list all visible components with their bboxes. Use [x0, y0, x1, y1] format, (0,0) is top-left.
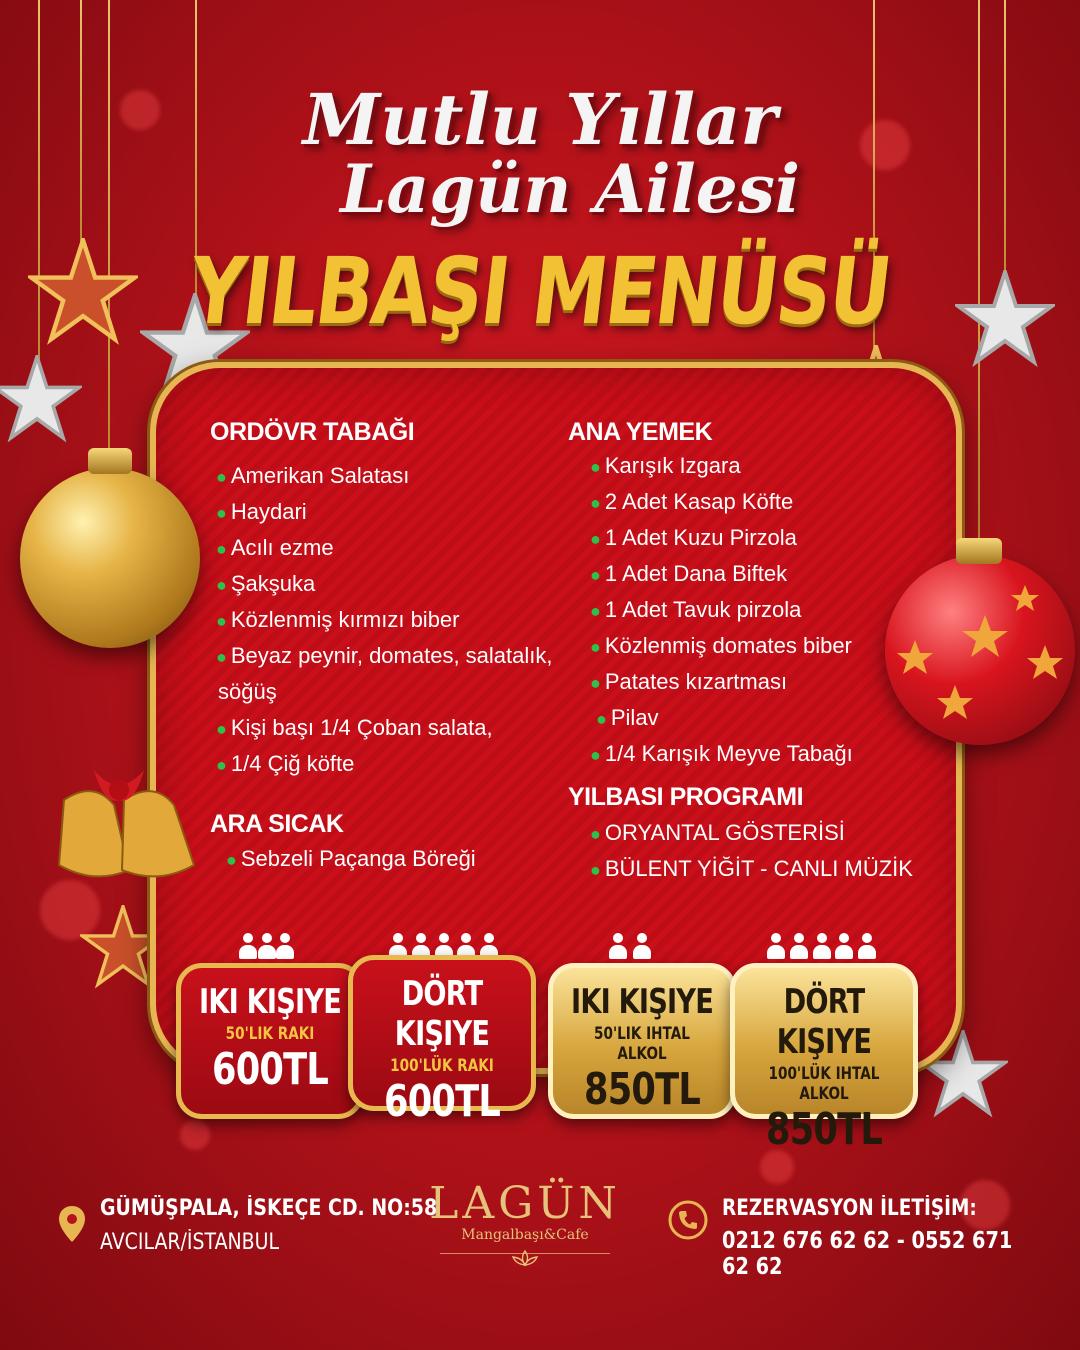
list-item: ● Patates kızartması — [590, 669, 788, 694]
list-item: ● 2 Adet Kasap Köfte — [590, 489, 794, 514]
two-person-icon — [238, 933, 290, 963]
list-item: ● Beyaz peynir, domates, salatalık, — [216, 643, 553, 668]
person-icon — [632, 933, 652, 961]
package-people: IKI KIŞIYE — [571, 982, 713, 1022]
list-item: ● ORYANTAL GÖSTERİSİ — [590, 820, 845, 845]
person-icon — [238, 933, 253, 961]
logo-subtitle: Mangalbaşı&Cafe — [461, 1227, 589, 1243]
section-title-program: YILBASI PROGRAMI — [568, 783, 804, 811]
list-item: ● 1 Adet Dana Biftek — [590, 561, 788, 586]
package-badge — [176, 963, 364, 1119]
list-item: ● 1 Adet Tavuk pirzola — [590, 597, 802, 622]
contact-phones: 0212 676 62 62 - 0552 671 62 62 — [722, 1228, 1013, 1280]
menu-main-title: YILBAŞI MENÜSÜ — [184, 238, 896, 345]
list-item: ● Sebzeli Paçanga Böreği — [226, 846, 476, 871]
package-badge — [730, 963, 918, 1155]
package-price: 600TL — [384, 1076, 500, 1127]
silver-star-ornament — [0, 355, 82, 445]
list-item: ● Közlenmiş kırmızı biber — [216, 607, 460, 632]
list-item: ● Şakşuka — [216, 571, 316, 596]
four-person-icon — [766, 933, 876, 963]
logo-divider — [440, 1253, 610, 1254]
bells-decoration — [34, 760, 204, 890]
person-icon — [275, 933, 290, 961]
list-item: ● Kişi başı 1/4 Çoban salata, — [216, 715, 493, 740]
list-item: ● 1/4 Çiğ köfte — [216, 751, 355, 776]
package-badge — [348, 955, 536, 1127]
bokeh-light — [180, 1120, 210, 1150]
section-title-ana-yemek: ANA YEMEK — [568, 418, 713, 446]
section-title-ara-sicak: ARA SICAK — [210, 810, 344, 838]
package-drink: 100'LÜK IHTAL ALKOL — [768, 1064, 880, 1104]
list-item-continuation: söğüş — [218, 679, 277, 704]
person-icon — [608, 933, 628, 961]
list-item: ● Pilav — [596, 705, 659, 730]
logo — [420, 1178, 630, 1272]
list-item: ● Amerikan Salatası — [216, 463, 410, 488]
greeting-line-1: Mutlu Yıllar — [302, 78, 778, 161]
package-drink: 100'LÜK RAKI — [390, 1056, 494, 1076]
package-price: 850TL — [766, 1104, 882, 1155]
package-people: DÖRT KIŞIYE — [394, 974, 490, 1054]
list-item: ● BÜLENT YİĞİT - CANLI MÜZİK — [590, 856, 913, 881]
logo-name: LAGÜN — [429, 1178, 621, 1229]
contact-title: REZERVASYON İLETİŞİM: — [722, 1196, 977, 1221]
person-icon — [834, 933, 853, 961]
person-icon — [257, 933, 272, 961]
package-drink: 50'LIK RAKI — [225, 1024, 315, 1044]
two-person-icon — [604, 933, 656, 963]
ornament-star-pattern — [885, 555, 1075, 745]
address-line-2: AVCILAR/İSTANBUL — [100, 1230, 280, 1255]
package-price: 850TL — [584, 1064, 700, 1115]
bokeh-light — [760, 1150, 794, 1184]
greeting-line-2: Lagün Ailesi — [340, 150, 800, 228]
phone-icon — [668, 1200, 708, 1240]
person-icon — [789, 933, 808, 961]
section-title-ordovr: ORDÖVR TABAĞI — [210, 418, 415, 446]
address-line-1: GÜMÜŞPALA, İSKEÇE CD. NO:58 — [100, 1196, 438, 1221]
list-item: ● Közlenmiş domates biber — [590, 633, 852, 658]
list-item: ● 1/4 Karışık Meyve Tabağı — [590, 741, 853, 766]
package-drink: 50'LIK IHTAL ALKOL — [594, 1024, 690, 1064]
person-icon — [857, 933, 876, 961]
package-people: IKI KIŞIYE — [199, 982, 341, 1022]
person-icon — [812, 933, 831, 961]
package-badge — [548, 963, 736, 1119]
location-pin-icon — [58, 1205, 86, 1243]
list-item: ● 1 Adet Kuzu Pirzola — [590, 525, 797, 550]
gold-ball-ornament — [20, 468, 200, 648]
list-item: ● Haydari — [216, 499, 307, 524]
list-item: ● Karışık Izgara — [590, 453, 741, 478]
package-price: 600TL — [212, 1044, 328, 1095]
ornament-cap — [88, 448, 132, 474]
package-people: DÖRT KIŞIYE — [776, 982, 872, 1062]
lotus-icon — [510, 1249, 540, 1267]
list-item: ● Acılı ezme — [216, 535, 334, 560]
person-icon — [766, 933, 785, 961]
